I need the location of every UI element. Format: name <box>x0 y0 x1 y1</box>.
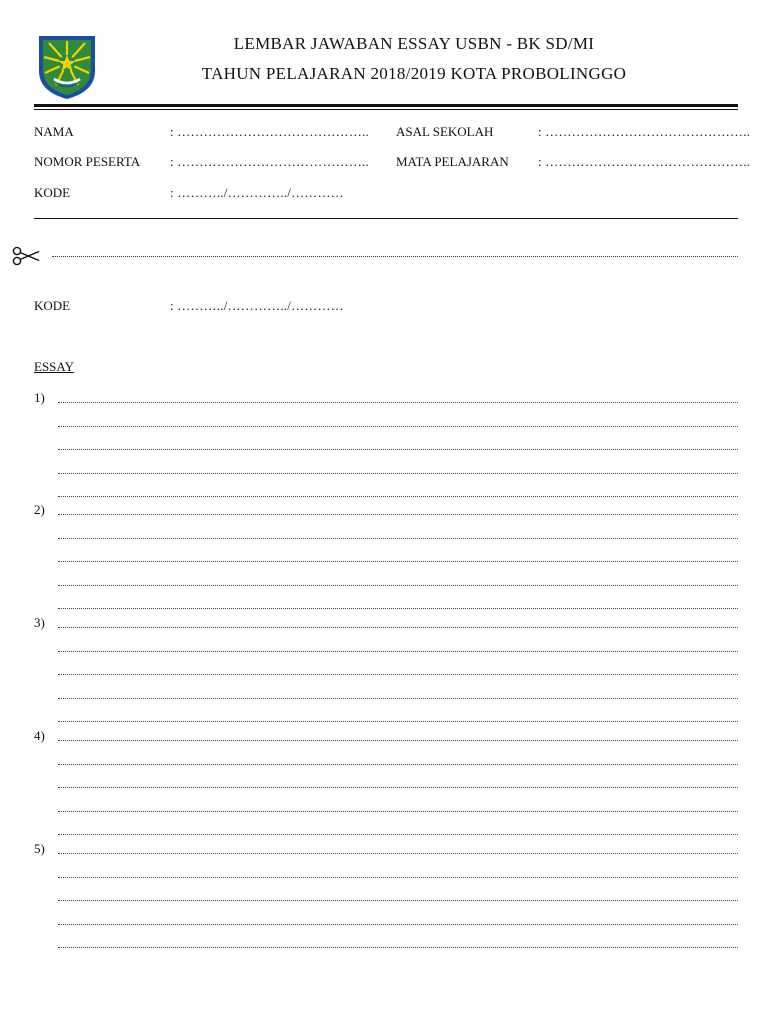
answer-line[interactable] <box>58 608 738 609</box>
answer-line[interactable] <box>58 585 738 586</box>
sheet-title: LEMBAR JAWABAN ESSAY USBN - BK SD/MI <box>233 34 595 53</box>
answer-line[interactable] <box>58 426 738 427</box>
cut-kode-label: KODE <box>34 298 71 313</box>
answer-line[interactable] <box>58 674 738 675</box>
answer-line[interactable] <box>58 721 738 722</box>
answer-line[interactable] <box>58 900 738 901</box>
answer-line[interactable] <box>58 538 738 539</box>
answer-line[interactable] <box>58 947 738 948</box>
scissors-icon <box>12 246 40 266</box>
question-number: 1) <box>34 390 45 405</box>
mata-pelajaran-label: MATA PELAJARAN <box>396 154 509 169</box>
answer-line[interactable] <box>58 877 738 878</box>
cut-kode-field[interactable]: : ………../…………../………… <box>170 298 344 313</box>
identity-divider <box>34 218 738 219</box>
answer-line[interactable] <box>58 496 738 497</box>
answer-line[interactable] <box>58 561 738 562</box>
answer-line[interactable] <box>58 698 738 699</box>
answer-line[interactable] <box>58 924 738 925</box>
nama-label: NAMA <box>34 124 74 139</box>
answer-line[interactable] <box>58 402 738 403</box>
answer-line[interactable] <box>58 740 738 741</box>
answer-line[interactable] <box>58 473 738 474</box>
answer-line[interactable] <box>58 627 738 628</box>
answer-line[interactable] <box>58 764 738 765</box>
sheet-subtitle: TAHUN PELAJARAN 2018/2019 KOTA PROBOLINGGO <box>201 64 627 83</box>
question-number: 5) <box>34 841 45 856</box>
answer-line[interactable] <box>58 811 738 812</box>
header-divider-thick <box>34 104 738 107</box>
kode-label: KODE <box>34 185 71 200</box>
answer-line[interactable] <box>58 787 738 788</box>
asal-sekolah-field[interactable]: : ……………………………………….. <box>538 124 751 139</box>
header-divider-thin <box>34 109 738 110</box>
answer-line[interactable] <box>58 853 738 854</box>
essay-heading: ESSAY <box>34 359 74 374</box>
answer-line[interactable] <box>58 449 738 450</box>
probolinggo-crest-icon <box>36 33 98 101</box>
nomor-peserta-label: NOMOR PESERTA <box>34 154 141 169</box>
nomor-peserta-field[interactable]: : …………………………………….. <box>170 154 369 169</box>
cut-line <box>52 256 738 257</box>
kode-field[interactable]: : ………../…………../………… <box>170 185 344 200</box>
answer-line[interactable] <box>58 834 738 835</box>
question-number: 3) <box>34 615 45 630</box>
question-number: 4) <box>34 728 45 743</box>
answer-line[interactable] <box>58 651 738 652</box>
asal-sekolah-label: ASAL SEKOLAH <box>396 124 494 139</box>
mata-pelajaran-field[interactable]: : ……………………………………….. <box>538 154 751 169</box>
answer-line[interactable] <box>58 514 738 515</box>
question-number: 2) <box>34 502 45 517</box>
nama-field[interactable]: : …………………………………….. <box>170 124 369 139</box>
